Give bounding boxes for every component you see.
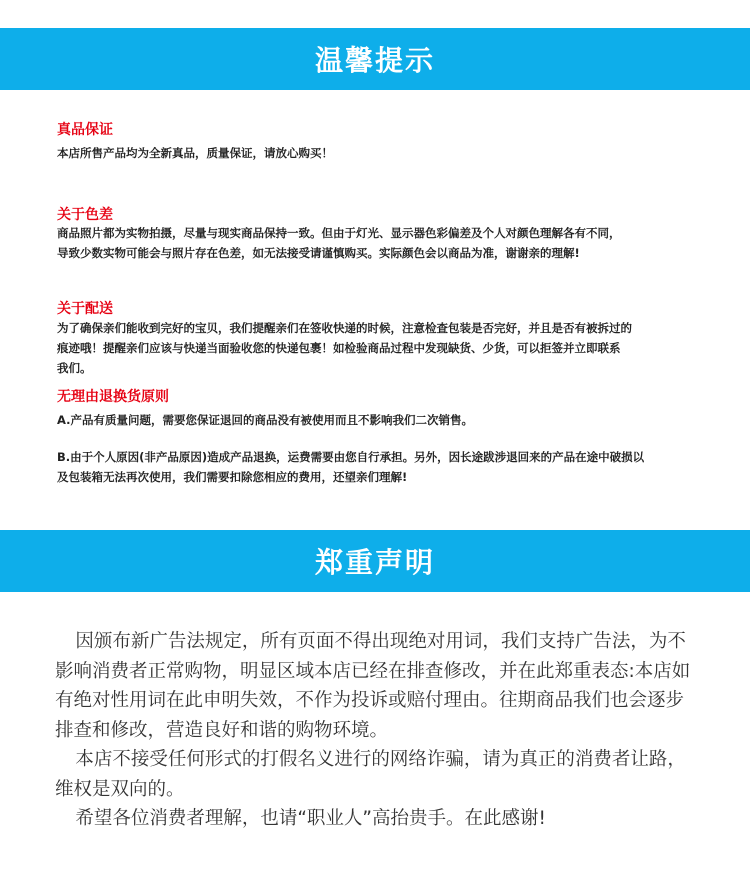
section-title-shipping: 关于配送: [57, 301, 113, 317]
section-text-returns-b1: B.由于个人原因(非产品原因)造成产品退换，运费需要由您自行承担。另外，因长途跋涉退回来的产品在途中破损以: [57, 450, 645, 464]
section-title-color: 关于色差: [57, 207, 113, 223]
section-text-shipping-1: 为了确保亲们能收到完好的宝贝，我们提醒亲们在签收快递的时候，注意检查包装是否完好，并且是否有被拆过的: [57, 321, 632, 335]
declaration-paragraph: 因颁布新广告法规定，所有页面不得出现绝对用词，我们支持广告法，为不影响消费者正常购物，明显区域本店已经在排查修改，并在此郑重表态:本店如有绝对性用词在此申明失效，不作为投诉或赔付理由。往期商品我们也会逐步排查和修改，营造良好和谐的购物环境。: [55, 631, 691, 741]
declaration-paragraph: 本店不接受任何形式的打假名义进行的网络诈骗，请为真正的消费者让路，维权是双向的。: [55, 749, 686, 800]
section-text-authentic: 本店所售产品均为全新真品，质量保证，请放心购买！: [57, 146, 333, 160]
section-text-shipping-2: 痕迹哦！提醒亲们应该与快递当面验收您的快递包裹！如检验商品过程中发现缺货、少货，可以拒签并立即联系: [57, 341, 621, 355]
banner-declaration: 郑重声明: [0, 530, 750, 592]
section-title-returns: 无理由退换货原则: [57, 389, 169, 405]
section-text-color-2: 导致少数实物可能会与照片存在色差，如无法接受请谨慎购买。实际颜色会以商品为准，谢谢亲的理解!: [57, 246, 580, 260]
banner-warm-tips: 温馨提示: [0, 28, 750, 90]
section-text-color-1: 商品照片都为实物拍摄，尽量与现实商品保持一致。但由于灯光、显示器色彩偏差及个人对颜色理解各有不同，: [57, 226, 621, 240]
section-text-shipping-3: 我们。: [57, 361, 92, 375]
section-text-returns-b2: 及包装箱无法再次使用，我们需要扣除您相应的费用，还望亲们理解!: [57, 470, 408, 484]
declaration-body: [55, 627, 700, 834]
declaration-paragraph: 希望各位消费者理解，也请“职业人”高抬贵手。在此感谢!: [75, 808, 546, 829]
section-text-returns-a: A.产品有质量问题，需要您保证退回的商品没有被使用而且不影响我们二次销售。: [57, 413, 473, 427]
section-title-authentic: 真品保证: [57, 122, 113, 138]
